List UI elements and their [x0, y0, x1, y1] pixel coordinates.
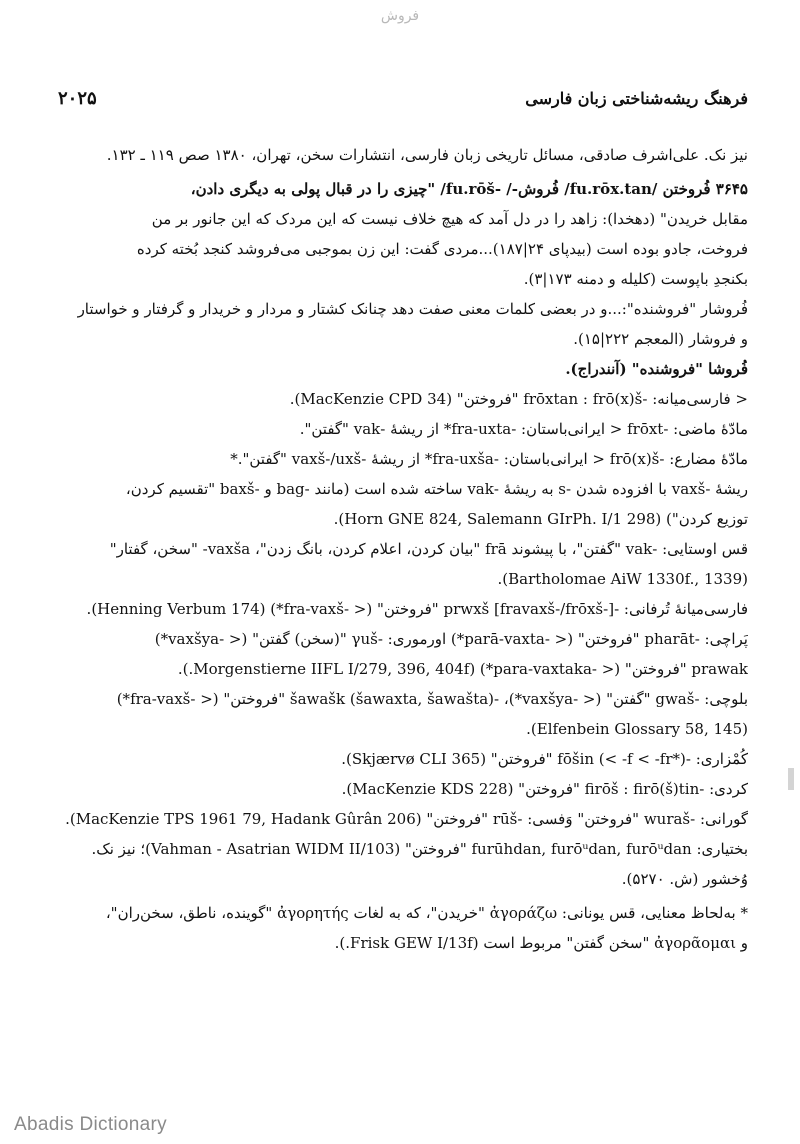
text-line: فُروشا "فروشنده" (آنندراج).	[565, 360, 748, 378]
text-line: پَراچی: -pharāt "فروختن" (< -parā-vaxta*) اورموری: -γuš "(سخن) گفتن" (< -vaxšya*)	[154, 630, 748, 648]
text-line: ریشهٔ -vaxš با افزوده شدن -s به ریشهٔ -vak ساخته شده است (مانند -bag و -baxš "تقسیم کردن،	[125, 480, 748, 498]
text-line: کردی: -firōš : firō(š)tin "فروختن" (MacKenzie KDS 228).	[341, 780, 748, 798]
page-caption: فروش	[380, 8, 420, 24]
text-line: < فارسی‌میانه: -frōxtan : frō(x)š "فروختن" (MacKenzie CPD 34).	[289, 390, 748, 408]
text-line: prawak "فروختن" (< -para-vaxtaka*) (Morgenstierne IIFL I/279, 396, 404f.).	[177, 660, 748, 678]
running-title: فرهنگ ریشه‌شناختی زبان فارسی	[525, 89, 748, 108]
text-line: و فروشار (المعجم ۲۲۲|۱۵).	[573, 330, 748, 348]
text-line: مادّهٔ ماضی: -frōxt < ایرانی‌باستان: -fra-uxta* از ریشهٔ -vak "گفتن".	[299, 420, 748, 438]
entry-heading: ۳۶۴۵ فُروختن /fu.rōx.tan/ فُروش-/ -fu.rōš/ "چیزی را در قبال پولی به دیگری دادن،	[190, 180, 748, 198]
text-line: کُمْزاری: -fōšin (< -f < -fr*) "فروختن" (Skjærvø CLI 365).	[341, 750, 748, 768]
text-line: وُخشور (ش. ۵۲۷۰).	[621, 870, 748, 888]
text-line: بختیاری: furūhdan, furōᵘdan, furōᵘdan "فروختن" (Vahman - Asatrian WIDM II/103)؛ نیز نک.	[91, 840, 748, 858]
text-line: فُروشار "فروشنده":...و در بعضی کلمات معنی صفت دهد چنانک کشتار و مردار و خریدار و گرفتار و خواستار	[77, 300, 748, 318]
page-number: ۲۰۲۵	[58, 88, 97, 109]
text-line: بلوچی: -gwaš "گفتن" (< -vaxšya*)، -šawašk (šawaxta, šawašta) "فروختن" (< -fra-vaxš*)	[116, 690, 748, 708]
dictionary-page	[58, 84, 748, 958]
text-line: گورانی: -wuraš "فروختن" وَفسی: -rūš "فروختن" (MacKenzie TPS 1961 79, Hadank Gûrân 206).	[65, 810, 748, 828]
text-line: قس اوستایی: -vak "گفتن"، با پیشوند frā "بیان کردن، اعلام کردن، بانگ زدن"، vaxša- "سخن، گفتار"	[109, 540, 748, 558]
text-line: بکنجدِ باپوست (کلیله و دمنه ۱۷۳|۳).	[523, 270, 748, 288]
text-line: مادّهٔ مضارع: -frō(x)š < ایرانی‌باستان: -fra-uxša* از ریشهٔ -vaxš-/uxš "گفتن".*	[230, 450, 748, 468]
text-line: (Bartholomae AiW 1330f., 1339).	[497, 570, 748, 588]
text-line: توزیع کردن") (Horn GNE 824, Salemann GIrPh. I/1 298).	[333, 510, 748, 528]
scroll-edge-mark	[788, 768, 794, 790]
footnote-line: و ἀγορᾶομαι "سخن گفتن" مربوط است (Frisk GEW I/13f.).	[334, 934, 748, 952]
text-line: مقابل خریدن" (دهخدا): زاهد را در دل آمد که هیچ خلاف نیست که این مردک که این جانور بر من	[151, 210, 748, 228]
text-line: فروخت، جادو بوده است (بیدپای ۲۴|۱۸۷)...مردی گفت: این زن بموجبی می‌فروشد کنجد بُخته کرده	[136, 240, 748, 258]
text-line: (Elfenbein Glossary 58, 145).	[526, 720, 748, 738]
text-line: فارسی‌میانهٔ تُرفانی: -prwxš [fravaxš-/frōxš-] "فروختن" (< -fra-vaxš*) (Henning Verbum 174).	[86, 600, 748, 618]
site-watermark: Abadis Dictionary	[14, 1114, 167, 1135]
footnote-line: * به‌لحاظ معنایی، قس یونانی: ἀγοράζω "خریدن"، که به لغات ἀγορητής "گوینده، ناطق، سخن‌ران"،	[105, 904, 748, 922]
page-header	[58, 84, 748, 114]
text-line: نیز نک. علی‌اشرف صادقی، مسائل تاریخی زبان فارسی، انتشارات سخن، تهران، ۱۳۸۰ صص ۱۱۹ ـ ۱۳۲.	[106, 146, 748, 164]
